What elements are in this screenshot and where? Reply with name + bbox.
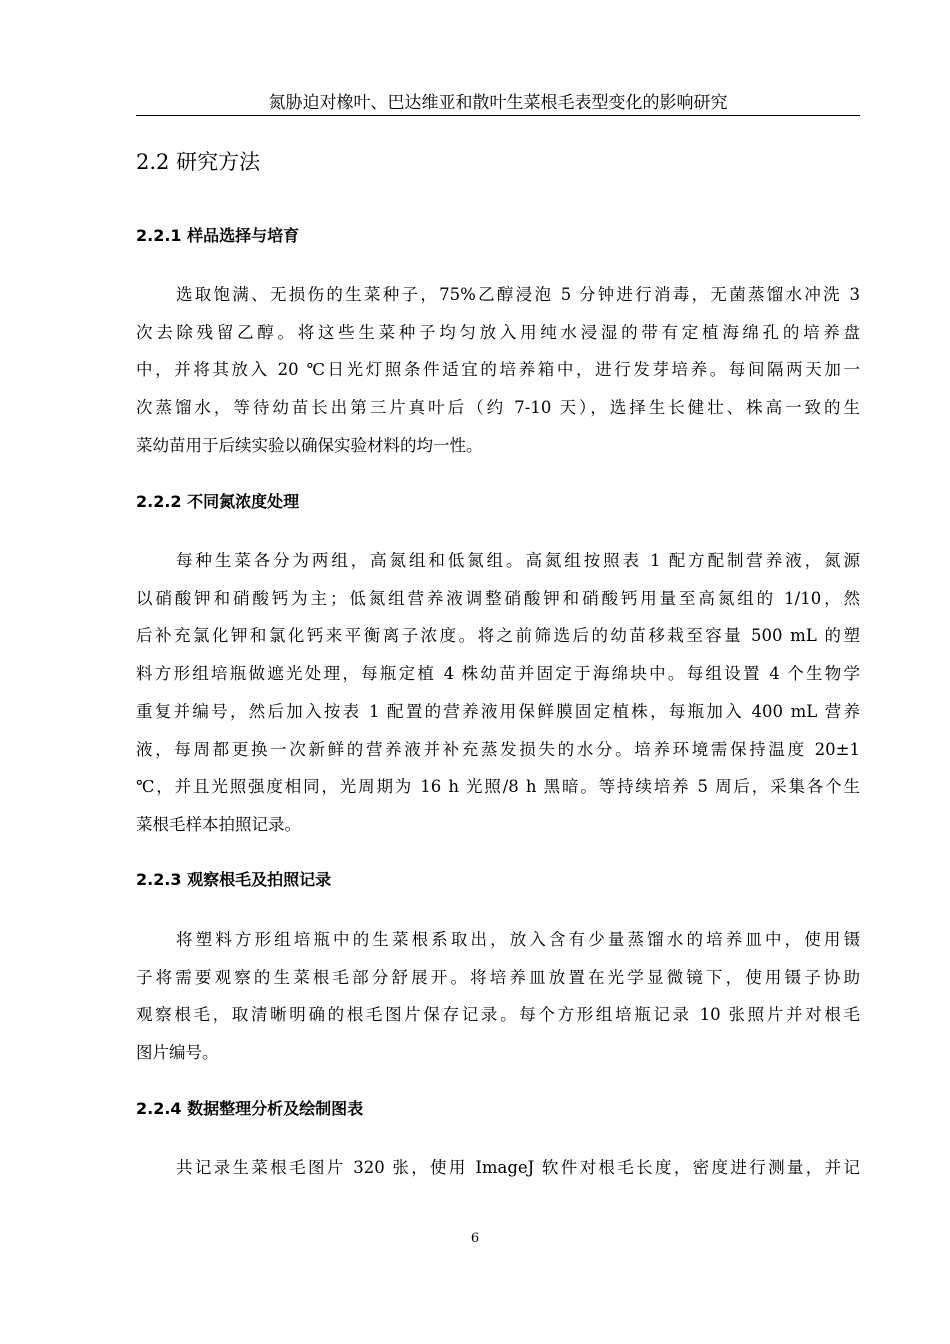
paragraph-line: 液，每周都更换一次新鲜的营养液并补充蒸发损失的水分。培养环境需保持温度 20±1 [136,739,860,759]
paragraph-line: 观察根毛，取清晰明确的根毛图片保存记录。每个方形组培瓶记录 10 张照片并对根毛 [136,1005,860,1025]
subsection-title-2-2-3: 2.2.3 观察根毛及拍照记录 [136,870,332,889]
paragraph-line: 次蒸馏水，等待幼苗长出第三片真叶后（约 7-10 天），选择生长健壮、株高一致的生 [136,398,860,418]
header-rule [136,115,860,116]
paragraph-line: 将塑料方形组培瓶中的生菜根系取出，放入含有少量蒸馏水的培养皿中，使用镊 [176,930,860,949]
paragraph-line: 共记录生菜根毛图片 320 张，使用 ImageJ 软件对根毛长度，密度进行测量，并记 [176,1158,860,1177]
paragraph-line: 每种生菜各分为两组，高氮组和低氮组。高氮组按照表 1 配方配制营养液，氮源 [176,551,860,570]
running-header: 氮胁迫对橡叶、巴达维亚和散叶生菜根毛表型变化的影响研究 [268,93,728,113]
paragraph-2-2-4 [136,1149,860,1187]
subsection-title-2-2-4: 2.2.4 数据整理分析及绘制图表 [136,1099,364,1118]
paragraph-line: 选取饱满、无损伤的生菜种子，75%乙醇浸泡 5 分钟进行消毒，无菌蒸馏水冲洗 3 [176,285,860,304]
paragraph-line: 图片编号。 [136,1043,219,1063]
section-title: 2.2 研究方法 [136,150,261,174]
paragraph-line: ℃，并且光照强度相同，光周期为 16 h 光照/8 h 黑暗。等持续培养 5 周后，采集各个生 [136,777,860,797]
subsection-title-2-2-2: 2.2.2 不同氮浓度处理 [136,492,300,511]
paragraph-line: 次去除残留乙醇。将这些生菜种子均匀放入用纯水浸湿的带有定植海绵孔的培养盘 [136,322,860,342]
page-number: 6 [470,1231,480,1246]
paragraph-line: 中，并将其放入 20 ℃日光灯照条件适宜的培养箱中，进行发芽培养。每间隔两天加一 [136,360,860,380]
paragraph-2-2-3 [136,921,860,1072]
paragraph-line: 重复并编号，然后加入按表 1 配置的营养液用保鲜膜固定植株，每瓶加入 400 mL 营养 [136,701,860,721]
paragraph-line: 料方形组培瓶做遮光处理，每瓶定植 4 株幼苗并固定于海绵块中。每组设置 4 个生物学 [136,664,860,684]
paragraph-line: 子将需要观察的生菜根毛部分舒展开。将培养皿放置在光学显微镜下，使用镊子协助 [136,967,860,987]
paragraph-line: 菜幼苗用于后续实验以确保实验材料的均一性。 [136,435,483,455]
subsection-title-2-2-1: 2.2.1 样品选择与培育 [136,226,300,245]
paragraph-line: 后补充氯化钾和氯化钙来平衡离子浓度。将之前筛选后的幼苗移栽至容量 500 mL 的塑 [136,626,860,646]
paragraph-2-2-1 [136,276,860,465]
paragraph-2-2-2 [136,542,860,844]
paragraph-line: 以硝酸钾和硝酸钙为主；低氮组营养液调整硝酸钾和硝酸钙用量至高氮组的 1/10，然 [136,588,860,608]
paragraph-line: 菜根毛样本拍照记录。 [136,814,301,834]
